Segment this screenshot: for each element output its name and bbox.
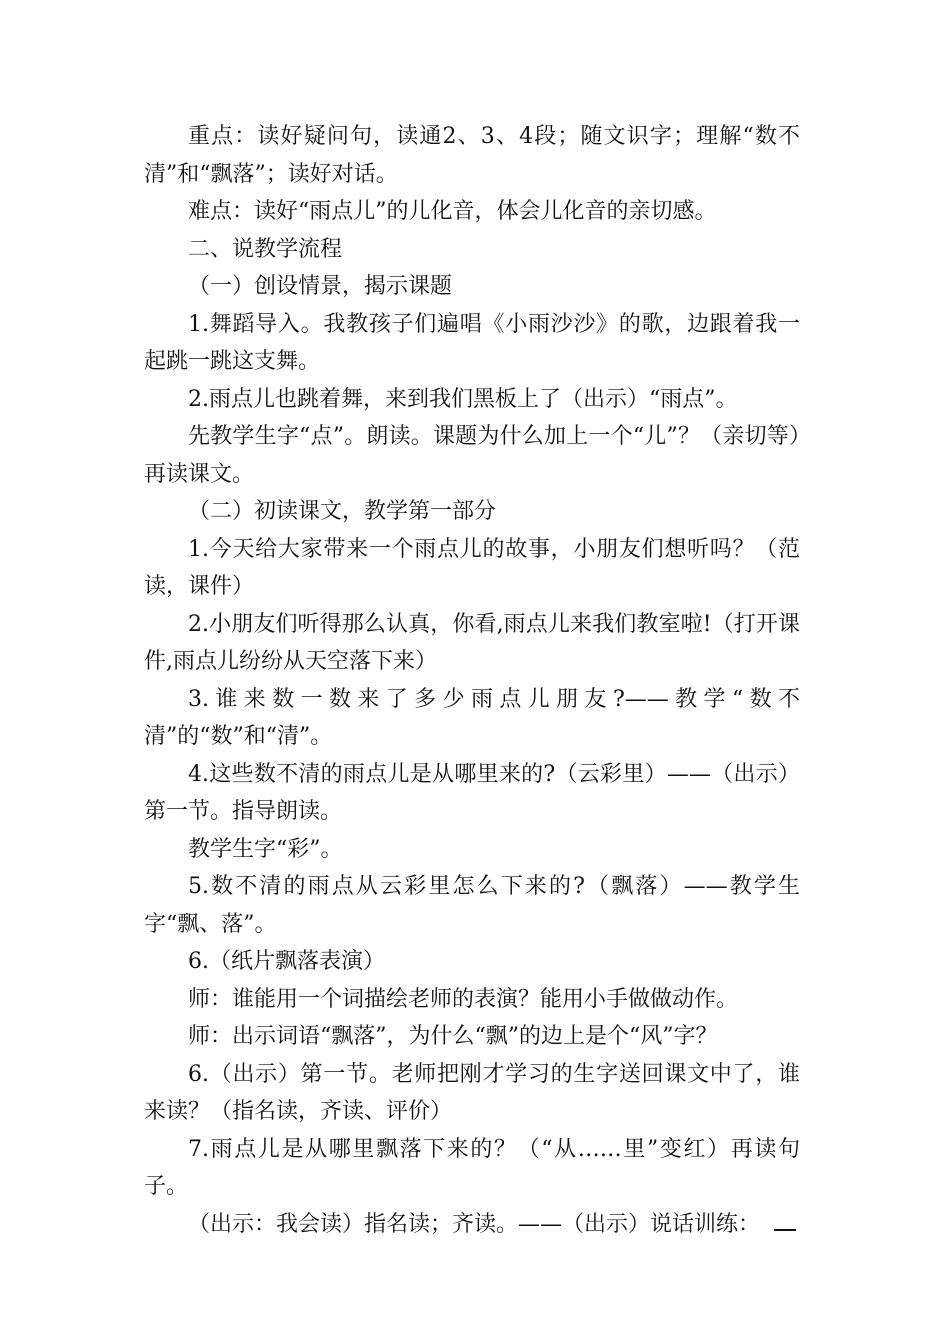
last-line-text: （出示：我会读）指名读；齐读。——（出示）说话训练： bbox=[188, 1211, 761, 1237]
paragraph-item: 师：谁能用一个词描绘老师的表演？能用小手做做动作。 bbox=[188, 986, 739, 1012]
paragraph-item: 2.小朋友们听得那么认真，你看,雨点儿来我们教室啦!（打开课件,雨点儿纷纷从天空落下来） bbox=[144, 611, 800, 674]
paragraph-item: 师：出示词语“飘落”，为什么“飘”的边上是个“风”字？ bbox=[188, 1024, 718, 1049]
paragraph-last-line bbox=[144, 1206, 800, 1244]
paragraph-item: 3.谁来数一数来了多少雨点儿朋友?——教学“数不清”的“数”和“清”。 bbox=[144, 686, 800, 749]
paragraph-item: 4.这些数不清的雨点儿是从哪里来的?（云彩里）——（出示）第一节。指导朗读。 bbox=[144, 761, 800, 824]
paragraph-item: 6.（出示）第一节。老师把刚才学习的生字送回课文中了，谁来读？（指名读，齐读、评价） bbox=[144, 1061, 800, 1124]
paragraph-item: 教学生字“彩”。 bbox=[188, 836, 343, 862]
paragraph-item: 1.今天给大家带来一个雨点儿的故事，小朋友们想听吗？（范读，课件） bbox=[144, 536, 800, 599]
document-page bbox=[144, 118, 800, 1243]
paragraph-item: 2.雨点儿也跳着舞，来到我们黑板上了（出示）“雨点”。 bbox=[188, 386, 738, 412]
subsection-heading-2: （二）初读课文，教学第一部分 bbox=[188, 499, 497, 524]
paragraph-key-points: 重点：读好疑问句，读通2、3、4段；随文识字；理解“数不清”和“飘落”；读好对话。 bbox=[144, 124, 800, 187]
paragraph-item: 6.（纸片飘落表演） bbox=[188, 949, 385, 974]
section-heading-teaching-process: 二、说教学流程 bbox=[188, 236, 343, 262]
subsection-heading-1: （一）创设情景，揭示课题 bbox=[188, 274, 453, 299]
paragraph-item: 5.数不清的雨点从云彩里怎么下来的?（飘落）——教学生字“飘、落”。 bbox=[144, 874, 800, 937]
paragraph-item: 1.舞蹈导入。我教孩子们遍唱《小雨沙沙》的歌，边跟着我一起跳一跳这支舞。 bbox=[144, 311, 800, 374]
fill-in-blank bbox=[774, 1209, 796, 1231]
paragraph-difficulties: 难点：读好“雨点儿”的儿化音，体会儿化音的亲切感。 bbox=[188, 199, 717, 224]
paragraph-item: 7.雨点儿是从哪里飘落下来的？（“从……里”变红）再读句子。 bbox=[144, 1136, 800, 1199]
paragraph-item: 先教学生字“点”。朗读。课题为什么加上一个“儿”？（亲切等）再读课文。 bbox=[144, 424, 800, 487]
